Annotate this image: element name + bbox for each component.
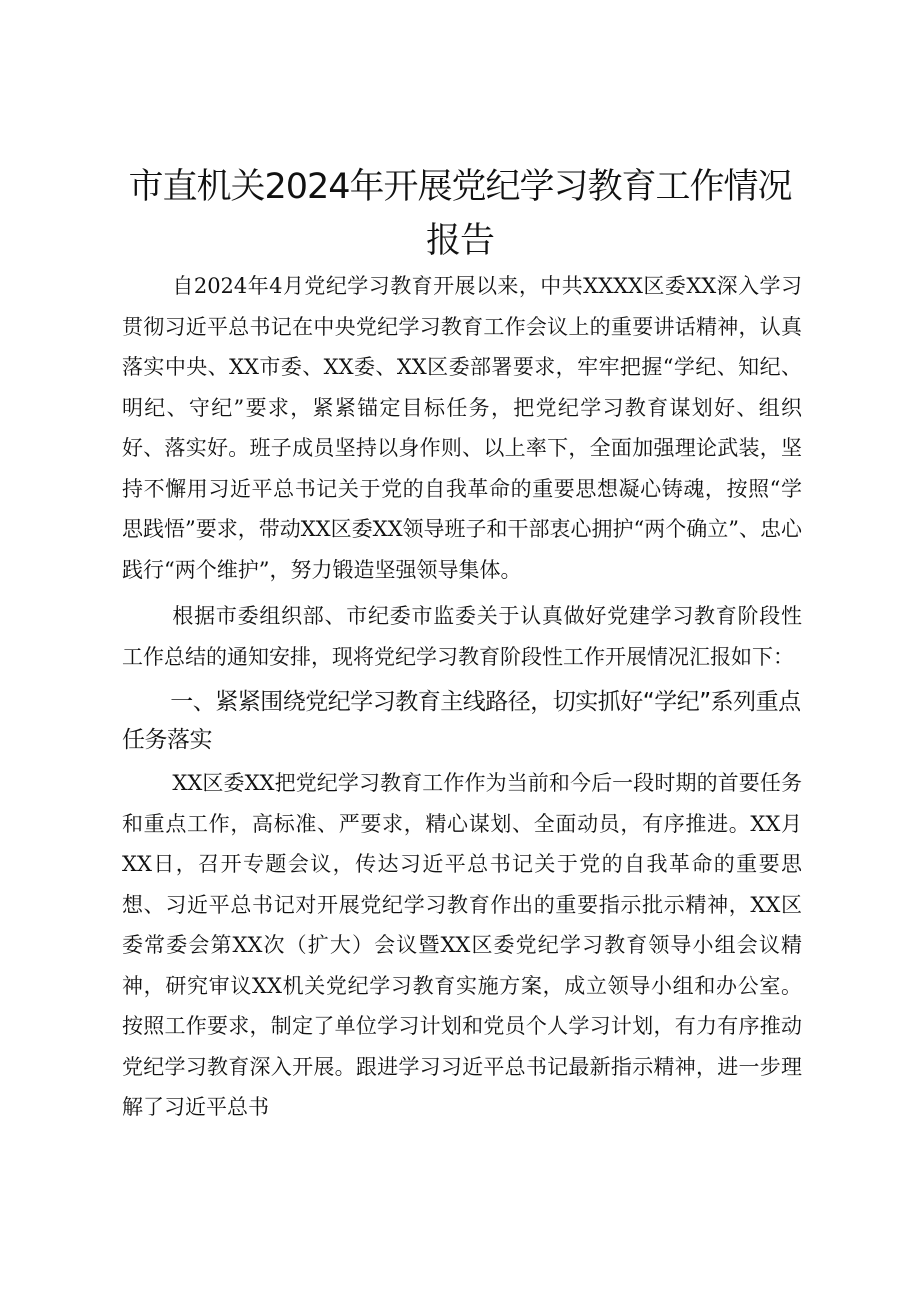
- document-title: [100, 160, 820, 268]
- notice-paragraph: 根据市委组织部、市纪委市监委关于认真做好党建学习教育阶段性工作总结的通知安排，现将党纪学习教育阶段性工作开展情况汇报如下：: [122, 604, 802, 669]
- title-line-1: 市直机关2024年开展党纪学习教育工作情况: [128, 167, 792, 207]
- section-1-paragraph: XX区委XX把党纪学习教育工作作为当前和今后一段时期的首要任务和重点工作，高标准、严要求，精心谋划、全面动员，有序推进。XX月XX日，召开专题会议，传达习近平总书记关于党的自我革命的重要思想、习近平总书记对开展党纪学习教育作出的重要指示批示精神，XX区委常委会第XX次（扩大）会议暨XX区委党纪学习教育领导小组会议精神，研究审议XX机关党纪学习教育实施方案，成立领导小组和办公室。按照工作要求，制定了单位学习计划和党员个人学习计划，有力有序推动党纪学习教育深入开展。跟进学习习近平总书记最新指示精神，进一步理解了习近平总书: [122, 771, 802, 1119]
- title-line-2: 报告: [425, 221, 494, 261]
- document-body: [122, 266, 802, 1134]
- section-1-heading: 一、紧紧围绕党纪学习教育主线路径，切实抓好“学纪”系列重点任务落实: [122, 689, 801, 753]
- intro-paragraph: 自2024年4月党纪学习教育开展以来，中共XXXX区委XX深入学习贯彻习近平总书记在中央党纪学习教育工作会议上的重要讲话精神，认真落实中央、XX市委、XX委、XX区委部署要求，牢牢把握“学纪、知纪、明纪、守纪”要求，紧紧锚定目标任务，把党纪学习教育谋划好、组织好、落实好。班子成员坚持以身作则、以上率下，全面加强理论武装，坚持不懈用习近平总书记关于党的自我革命的重要思想凝心铸魂，按照“学思践悟”要求，带动XX区委XX领导班子和干部衷心拥护“两个确立”、忠心践行“两个维护”，努力锻造坚强领导集体。: [122, 274, 803, 582]
